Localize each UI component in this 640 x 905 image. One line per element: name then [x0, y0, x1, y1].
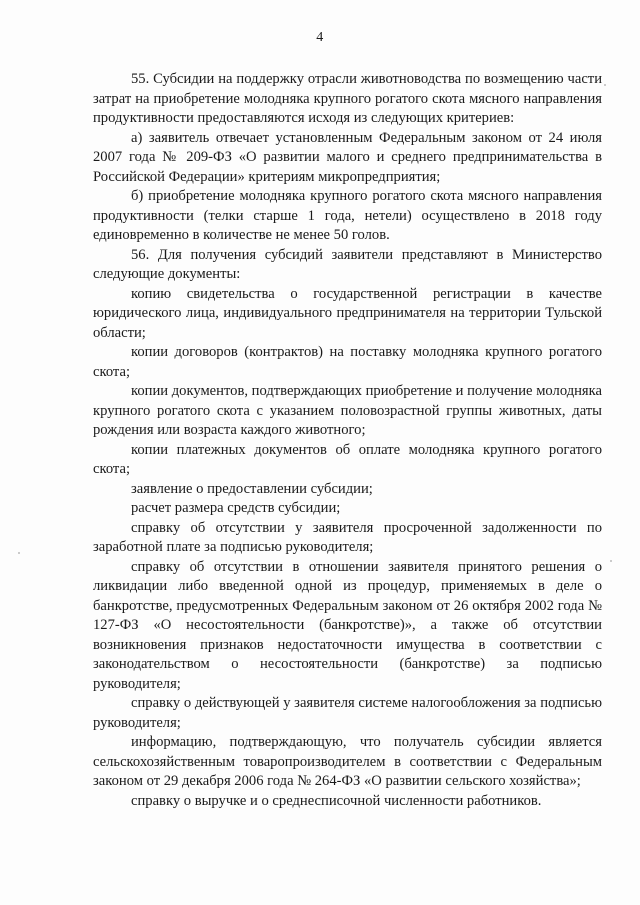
scan-speck: [610, 560, 612, 562]
page-number: 4: [316, 30, 324, 45]
criterion-b: б) приобретение молодняка крупного рогатого скота мясного направления продуктивности (телки старше 1 года, нетели) осуществлено в 2018 году единовременно в количестве не менее 50 голов.: [93, 188, 602, 243]
document-item-producer-status-info: информацию, подтверждающую, что получатель субсидии является сельскохозяйственным товаропроизводителем в соответствии с Федеральным законом от 29 декабря 2006 года № 264-ФЗ «О развитии сельского хозяйства»;: [93, 734, 602, 789]
document-item-wage-arrears-certificate: справку об отсутствии у заявителя просроченной задолженности по заработной плате за подписью руководителя;: [93, 519, 602, 555]
document-item-subsidy-application: заявление о предоставлении субсидии;: [131, 480, 373, 497]
scan-speck: [18, 552, 20, 554]
document-item-taxation-certificate: справку о действующей у заявителя системе налогообложения за подписью руководителя;: [93, 695, 602, 731]
paragraph-55: 55. Субсидии на поддержку отрасли животноводства по возмещению части затрат на приобретение молодняка крупного рогатого скота мясного направления продуктивности предоставляются исходя из следующих критериев:: [93, 71, 602, 126]
document-item-subsidy-calculation: расчет размера средств субсидии;: [131, 500, 341, 516]
document-item-acquisition-documents: копии документов, подтверждающих приобретение и получение молодняка крупного рогатого скота с указанием половозрастной группы животных, даты рождения или возраста каждого животного;: [93, 383, 602, 438]
criterion-a: а) заявитель отвечает установленным Федеральным законом от 24 июля 2007 года № 209-ФЗ «О развитии малого и среднего предпринимательства в Российской Федерации» критериям микропредприятия;: [93, 129, 602, 185]
scan-speck: [604, 84, 606, 86]
document-item-revenue-headcount-certificate: справку о выручке и о среднесписочной численности работников.: [131, 792, 542, 809]
document-item-supply-contracts: копии договоров (контрактов) на поставку молодняка крупного рогатого скота;: [93, 344, 602, 380]
document-item-registration-certificate: копию свидетельства о государственной регистрации в качестве юридического лица, индивидуального предпринимателя на территории Тульской области;: [93, 285, 602, 341]
paragraph-56: 56. Для получения субсидий заявители представляют в Министерство следующие документы:: [93, 246, 602, 282]
document-body: [93, 70, 602, 811]
document-item-payment-documents: копии платежных документов об оплате молодняка крупного рогатого скота;: [93, 441, 602, 477]
document-item-bankruptcy-certificate: справку об отсутствии в отношении заявителя принятого решения о ликвидации либо введенной одной из процедур, применяемых в деле о банкротстве, предусмотренных Федеральным законом от 26 октября 2002 года № 127-ФЗ «О несостоятельности (банкротстве)», а также об отсутствии возникновения признаков недостаточности имущества в соответствии с законодательством о несостоятельности (банкротстве) за подписью руководителя;: [93, 558, 602, 692]
